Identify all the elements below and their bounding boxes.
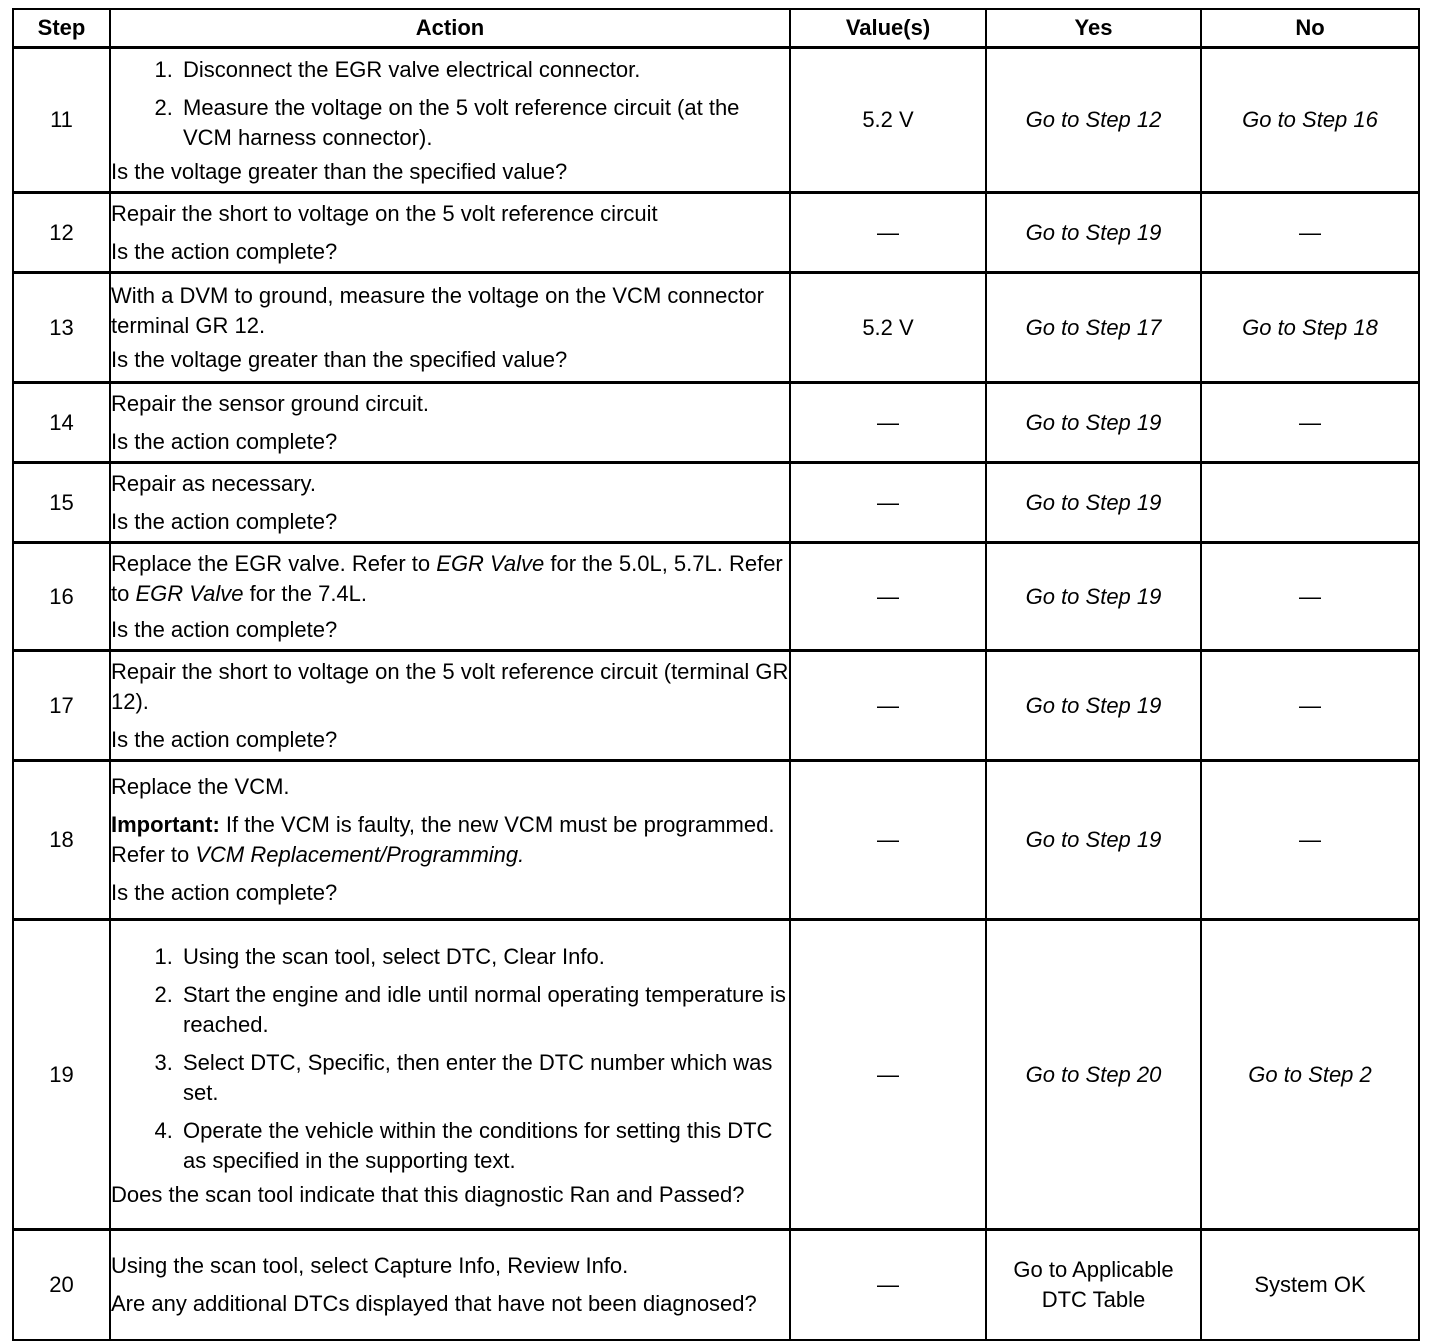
yes-cell	[986, 193, 1201, 273]
value-cell: 5.2 V	[790, 48, 986, 193]
table-row	[13, 920, 1419, 1230]
list-item: 2. Measure the voltage on the 5 volt reference circuit (at the VCM harness connector).	[179, 93, 789, 153]
action-cell	[110, 273, 790, 383]
list-item: 1. Disconnect the EGR valve electrical connector.	[179, 55, 789, 85]
action-text: Repair the sensor ground circuit.	[111, 390, 429, 416]
step-number: 16	[13, 543, 110, 651]
no-link[interactable]: Go to Step 2	[1248, 1061, 1372, 1087]
yes-cell	[986, 920, 1201, 1230]
action-list	[111, 55, 789, 153]
table-row	[13, 48, 1419, 193]
action-text-part: for the 7.4L.	[243, 580, 368, 606]
yes-cell	[986, 273, 1201, 383]
header-row	[13, 9, 1419, 48]
step-number: 20	[13, 1230, 110, 1340]
action-question: Are any additional DTCs displayed that have not been diagnosed?	[111, 1290, 757, 1316]
no-cell	[1201, 920, 1419, 1230]
yes-link[interactable]: Go to Step 12	[1025, 107, 1162, 132]
action-text: Replace the VCM.	[111, 774, 290, 799]
value-cell: —	[790, 651, 986, 761]
no-cell	[1201, 651, 1419, 761]
action-question: Is the action complete?	[111, 508, 338, 534]
action-cell	[110, 651, 790, 761]
action-text-part: for the 5.0L, 5.7L. Refer to	[111, 550, 783, 606]
no-dash: —	[1299, 219, 1321, 245]
step-number: 12	[13, 193, 110, 273]
action-question: Is the action complete?	[111, 880, 338, 905]
header-values: Value(s)	[790, 9, 986, 48]
yes-link[interactable]: Go to Step 19	[1025, 583, 1162, 609]
header-action: Action	[110, 9, 790, 48]
action-question: Is the action complete?	[111, 616, 338, 642]
list-item: 1. Using the scan tool, select DTC, Clear Info.	[179, 942, 789, 972]
value-cell: —	[790, 383, 986, 463]
action-text-part: Replace the EGR valve. Refer to	[111, 550, 437, 576]
table-row	[13, 463, 1419, 543]
step-number: 18	[13, 761, 110, 920]
table-row	[13, 273, 1419, 383]
no-dash: —	[1299, 583, 1321, 609]
table-row	[13, 193, 1419, 273]
yes-cell	[986, 1230, 1201, 1340]
list-item: 3. Select DTC, Specific, then enter the DTC number which was set.	[179, 1048, 789, 1108]
action-cell	[110, 1230, 790, 1340]
yes-link[interactable]: Go to Step 19	[1025, 489, 1162, 515]
yes-cell	[986, 761, 1201, 920]
action-cell	[110, 48, 790, 193]
action-question: Is the voltage greater than the specified value?	[111, 346, 568, 372]
step-number: 19	[13, 920, 110, 1230]
action-text: Repair as necessary.	[111, 470, 317, 496]
action-cell	[110, 463, 790, 543]
no-result: System OK	[1254, 1271, 1366, 1297]
yes-link[interactable]: Go to Applicable DTC Table	[1013, 1256, 1174, 1312]
value-cell: —	[790, 193, 986, 273]
step-number: 17	[13, 651, 110, 761]
header-yes: Yes	[986, 9, 1201, 48]
table-row	[13, 651, 1419, 761]
important-label: Important:	[111, 812, 220, 837]
action-text	[111, 549, 789, 609]
diagnostic-table	[12, 8, 1420, 1341]
no-cell	[1201, 48, 1419, 193]
yes-cell	[986, 543, 1201, 651]
no-dash: —	[1299, 409, 1321, 435]
table-row	[13, 543, 1419, 651]
no-cell	[1201, 383, 1419, 463]
action-cell	[110, 543, 790, 651]
yes-cell	[986, 48, 1201, 193]
table-row	[13, 1230, 1419, 1340]
step-number: 11	[13, 48, 110, 193]
value-cell: —	[790, 463, 986, 543]
value-cell: —	[790, 1230, 986, 1340]
yes-cell	[986, 383, 1201, 463]
action-cell	[110, 383, 790, 463]
step-number: 13	[13, 273, 110, 383]
no-link[interactable]: Go to Step 16	[1242, 107, 1378, 132]
action-question: Is the action complete?	[111, 726, 338, 752]
no-cell	[1201, 761, 1419, 920]
header-no: No	[1201, 9, 1419, 48]
list-item: 2. Start the engine and idle until normal operating temperature is reached.	[179, 980, 789, 1040]
action-question: Is the voltage greater than the specified value?	[111, 159, 568, 184]
important-note	[111, 810, 789, 870]
yes-link[interactable]: Go to Step 19	[1025, 692, 1162, 718]
table-row	[13, 383, 1419, 463]
yes-link[interactable]: Go to Step 19	[1025, 219, 1162, 245]
yes-cell	[986, 463, 1201, 543]
egr-valve-ref[interactable]: EGR Valve	[436, 550, 545, 576]
action-text: Using the scan tool, select Capture Info, Review Info.	[111, 1252, 629, 1278]
action-text: With a DVM to ground, measure the voltage on the VCM connector terminal GR 12.	[111, 282, 764, 338]
no-cell	[1201, 463, 1419, 543]
vcm-programming-ref[interactable]: VCM Replacement/Programming.	[195, 842, 525, 867]
egr-valve-ref[interactable]: EGR Valve	[135, 580, 244, 606]
yes-cell	[986, 651, 1201, 761]
action-cell	[110, 761, 790, 920]
no-cell	[1201, 1230, 1419, 1340]
table-row	[13, 761, 1419, 920]
action-question: Is the action complete?	[111, 428, 338, 454]
no-dash: —	[1299, 692, 1321, 718]
yes-link[interactable]: Go to Step 19	[1025, 827, 1162, 852]
value-cell: —	[790, 543, 986, 651]
no-cell	[1201, 543, 1419, 651]
action-cell	[110, 920, 790, 1230]
list-item: 4. Operate the vehicle within the conditions for setting this DTC as specified in the supporting text.	[179, 1116, 789, 1176]
no-dash: —	[1299, 827, 1321, 852]
yes-link[interactable]: Go to Step 19	[1025, 409, 1162, 435]
important-text: If the VCM is faulty, the new VCM must be programmed. Refer to	[111, 812, 775, 867]
yes-link[interactable]: Go to Step 20	[1025, 1061, 1162, 1087]
no-cell	[1201, 273, 1419, 383]
value-cell: 5.2 V	[790, 273, 986, 383]
yes-link[interactable]: Go to Step 17	[1025, 314, 1162, 340]
value-cell: —	[790, 761, 986, 920]
action-question: Does the scan tool indicate that this diagnostic Ran and Passed?	[111, 1181, 745, 1207]
header-step: Step	[13, 9, 110, 48]
step-number: 15	[13, 463, 110, 543]
value-cell: —	[790, 920, 986, 1230]
action-text: Repair the short to voltage on the 5 volt reference circuit	[111, 200, 658, 226]
action-list	[111, 942, 789, 1176]
action-cell	[110, 193, 790, 273]
action-question: Is the action complete?	[111, 238, 338, 264]
no-link[interactable]: Go to Step 18	[1242, 314, 1378, 340]
action-text: Repair the short to voltage on the 5 volt reference circuit (terminal GR 12).	[111, 658, 789, 714]
step-number: 14	[13, 383, 110, 463]
no-cell	[1201, 193, 1419, 273]
